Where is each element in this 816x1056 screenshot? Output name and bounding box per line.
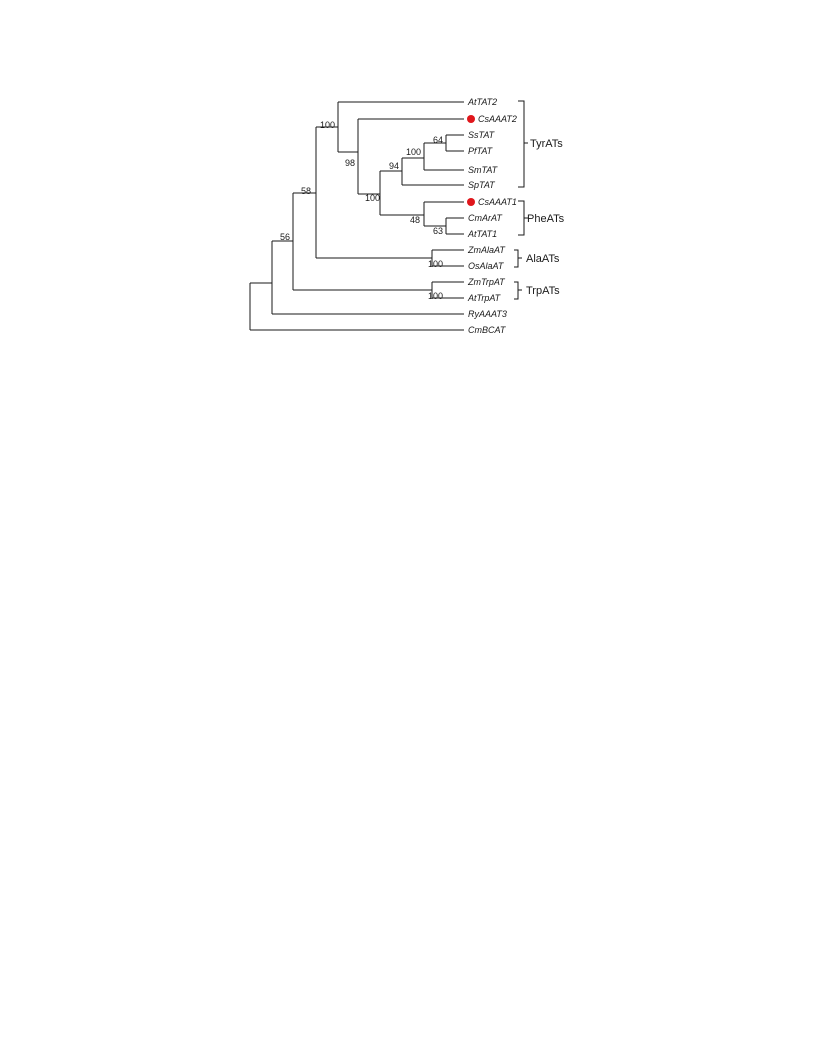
bracket-alaats xyxy=(514,250,522,267)
leaf-label: AtTrpAT xyxy=(468,293,501,303)
group-label-pheats: PheATs xyxy=(527,213,565,225)
bootstrap-value: 58 xyxy=(301,186,312,196)
bootstrap-value: 100 xyxy=(320,120,336,130)
bootstrap-value: 48 xyxy=(410,215,421,225)
bracket-trpats xyxy=(514,282,522,299)
group-label-alaats: AlaATs xyxy=(526,253,560,265)
bootstrap-value: 98 xyxy=(345,158,356,168)
bootstrap-value: 100 xyxy=(428,291,444,301)
leaf-label: ZmTrpAT xyxy=(468,277,505,287)
bootstrap-value: 63 xyxy=(433,226,444,236)
leaf-labels xyxy=(467,97,517,335)
group-brackets xyxy=(514,101,565,299)
leaf-label: AtTAT2 xyxy=(468,97,498,107)
bootstrap-value: 100 xyxy=(365,193,381,203)
highlight-marker-csaaat1 xyxy=(467,198,475,206)
leaf-label: CsAAAT1 xyxy=(478,197,517,207)
bootstrap-value: 64 xyxy=(433,135,444,145)
group-label-tyrats: TyrATs xyxy=(530,138,563,150)
leaf-label: AtTAT1 xyxy=(468,229,498,239)
leaf-label: CmArAT xyxy=(468,213,502,223)
leaf-label: SmTAT xyxy=(468,165,498,175)
bootstrap-values xyxy=(280,120,443,301)
leaf-label: SsTAT xyxy=(468,130,495,140)
leaf-label: SpTAT xyxy=(468,180,495,190)
bracket-tyrats xyxy=(518,101,528,187)
bootstrap-value: 56 xyxy=(280,232,291,242)
bootstrap-value: 100 xyxy=(428,259,444,269)
leaf-label: RyAAAT3 xyxy=(468,309,507,319)
bootstrap-value: 100 xyxy=(406,147,422,157)
leaf-label: ZmAlaAT xyxy=(468,245,505,255)
leaf-label: CsAAAT2 xyxy=(478,114,517,124)
bootstrap-value: 94 xyxy=(389,161,400,171)
group-label-trpats: TrpATs xyxy=(526,285,560,297)
highlight-marker-csaaat2 xyxy=(467,115,475,123)
leaf-label: PfTAT xyxy=(468,146,493,156)
leaf-label: OsAlaAT xyxy=(468,261,504,271)
leaf-label: CmBCAT xyxy=(468,325,506,335)
